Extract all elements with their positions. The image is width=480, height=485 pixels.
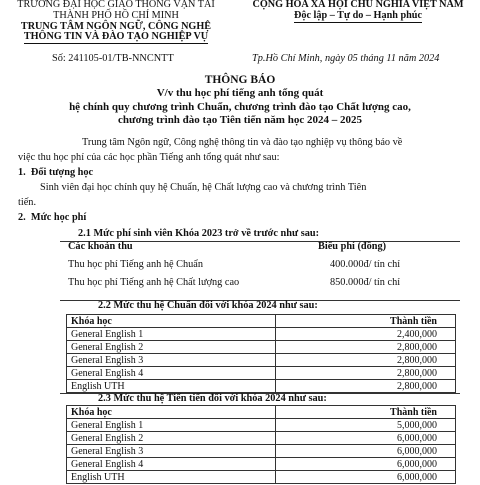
amount-cell: 5,000,000 xyxy=(276,419,456,432)
intro-line-1: Trung tâm Ngôn ngữ, Công nghệ thông tin và đào tạo nghiệp vụ thông báo về xyxy=(82,137,403,148)
table-header-row xyxy=(67,315,456,328)
amount-cell: 2,800,000 xyxy=(276,367,456,380)
issuer-center-line1: TRUNG TÂM NGÔN NGỮ, CÔNG NGHỆ xyxy=(20,20,212,32)
intro-line-2: việc thu học phí của các học phần Tiếng anh tổng quát như sau: xyxy=(18,152,280,163)
header-amount: Thành tiền xyxy=(276,315,456,328)
course-cell: General English 2 xyxy=(67,341,276,354)
table-row xyxy=(67,419,456,432)
table-row xyxy=(67,354,456,367)
course-cell: General English 1 xyxy=(67,419,276,432)
section-1-text-2: tiến. xyxy=(18,197,37,208)
subject-line-3: chương trình đào tạo Tiên tiến năm học 2024 – 2025 xyxy=(118,114,362,126)
course-cell: English UTH xyxy=(67,380,276,393)
amount-cell: 6,000,000 xyxy=(276,445,456,458)
amount-cell: 2,800,000 xyxy=(276,341,456,354)
sub-22-table xyxy=(66,314,456,393)
sub-21-title: 2.1 Mức phí sinh viên Khóa 2023 trở về trước như sau: xyxy=(78,228,320,239)
sub-21-col-fee: Biểu phí (đồng) xyxy=(318,241,387,252)
amount-cell: 6,000,000 xyxy=(276,432,456,445)
subject-line-1: V/v thu học phí tiếng anh tổng quát xyxy=(156,87,324,99)
sub-21-row-2-fee: 850.000đ/ tín chỉ xyxy=(330,277,401,288)
amount-cell: 2,400,000 xyxy=(276,328,456,341)
amount-cell: 2,800,000 xyxy=(276,354,456,367)
issuer-city: THÀNH PHỐ HỒ CHÍ MINH xyxy=(53,9,179,21)
table-row xyxy=(67,445,456,458)
section-1-title: Đối tượng học xyxy=(30,167,94,178)
sub-21-row-1-fee: 400.000đ/ tín chỉ xyxy=(330,259,401,270)
course-cell: General English 4 xyxy=(67,458,276,471)
amount-cell: 6,000,000 xyxy=(276,471,456,484)
table-row xyxy=(67,432,456,445)
section-1-heading xyxy=(18,167,93,178)
section-2-number: 2. xyxy=(18,212,26,223)
table-row xyxy=(67,328,456,341)
issuer-center-line2: THÔNG TIN VÀ ĐÀO TẠO NGHIỆP VỤ xyxy=(23,31,209,43)
course-cell: General English 2 xyxy=(67,432,276,445)
sub-21-col-item: Các khoản thu xyxy=(68,241,133,252)
sub-21-row-2-item: Thu học phí Tiếng anh hệ Chất lượng cao xyxy=(68,277,240,288)
sub-22-title: 2.2 Mức thu hệ Chuẩn đối với khóa 2024 như sau: xyxy=(98,300,318,311)
document-date: Tp.Hồ Chí Minh, ngày 05 tháng 11 năm 2024 xyxy=(252,53,440,64)
header-amount: Thành tiền xyxy=(276,406,456,419)
document-title: THÔNG BÁO xyxy=(204,74,276,86)
course-cell: General English 3 xyxy=(67,445,276,458)
table-row xyxy=(67,471,456,484)
section-1-text-1: Sinh viên đại học chính quy hệ Chuẩn, hệ Chất lượng cao và chương trình Tiên xyxy=(40,182,367,193)
table-header-row xyxy=(67,406,456,419)
course-cell: General English 4 xyxy=(67,367,276,380)
course-cell: English UTH xyxy=(67,471,276,484)
national-motto: Độc lập – Tự do – Hạnh phúc xyxy=(294,9,422,21)
section-2-title: Mức học phí xyxy=(30,212,87,223)
table-row xyxy=(67,367,456,380)
table-row xyxy=(67,341,456,354)
table-row xyxy=(67,458,456,471)
course-cell: General English 3 xyxy=(67,354,276,367)
sub-23-table xyxy=(66,405,456,484)
issuer-block xyxy=(0,0,232,44)
section-2-heading xyxy=(18,212,86,223)
header-course: Khóa học xyxy=(67,315,276,328)
issuer-university: TRƯỜNG ĐẠI HỌC GIAO THÔNG VẬN TẢI xyxy=(17,0,215,10)
national-header xyxy=(236,0,480,23)
amount-cell: 6,000,000 xyxy=(276,458,456,471)
sub-23-title: 2.3 Mức thu hệ Tiến tiến đối với khóa 2024 như sau: xyxy=(98,393,327,404)
subject-line-2: hệ chính quy chương trình Chuẩn, chương trình đào tạo Chất lượng cao, xyxy=(69,101,411,113)
course-cell: General English 1 xyxy=(67,328,276,341)
section-1-number: 1. xyxy=(18,167,26,178)
sub-21-row-1-item: Thu học phí Tiếng anh hệ Chuẩn xyxy=(68,259,203,270)
document-number: Số: 241105-01/TB-NNCNTT xyxy=(52,53,174,64)
national-title: CỘNG HÒA XÃ HỘI CHỦ NGHĨA VIỆT NAM xyxy=(252,0,464,10)
table-row xyxy=(67,380,456,393)
amount-cell: 2,800,000 xyxy=(276,380,456,393)
header-course: Khóa học xyxy=(67,406,276,419)
